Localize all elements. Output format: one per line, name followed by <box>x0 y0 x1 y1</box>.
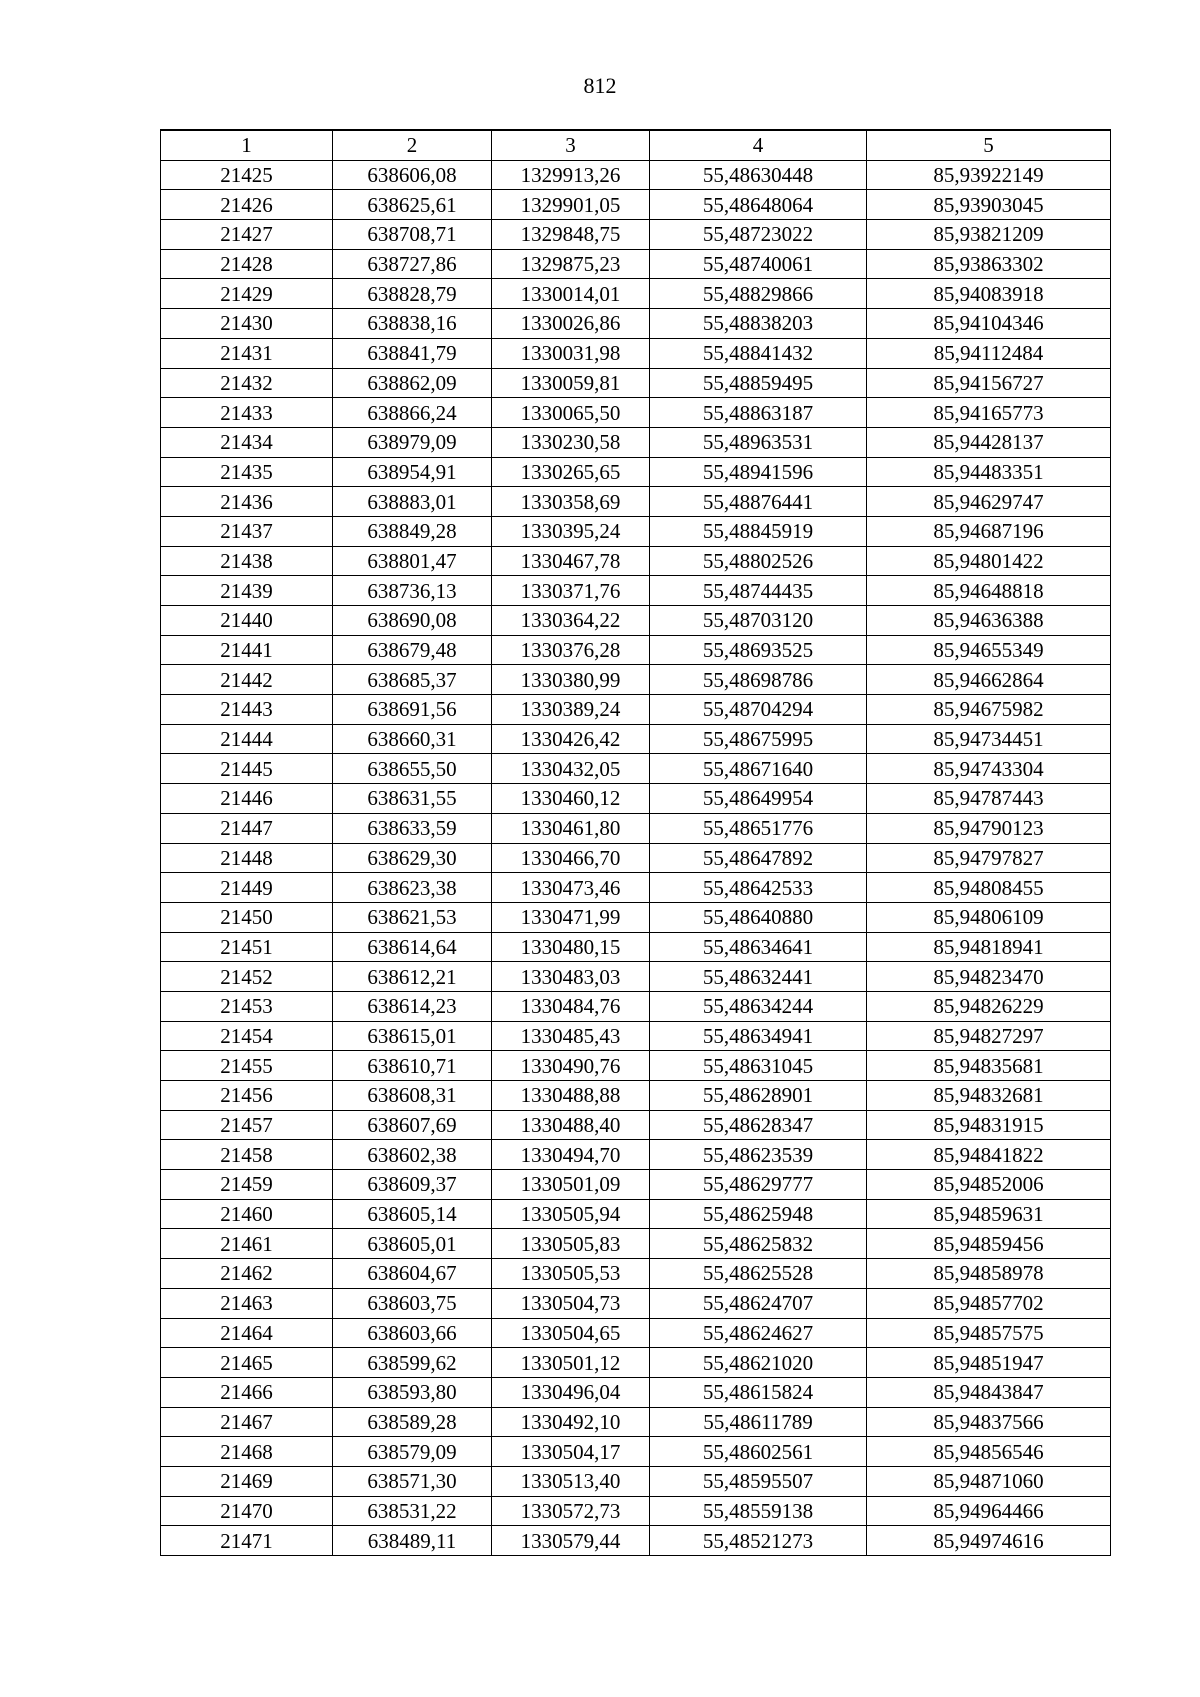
point-number-cell: 21452 <box>161 962 333 992</box>
latitude-cell: 55,48623539 <box>650 1140 867 1170</box>
y-coordinate-cell: 1330265,65 <box>492 457 650 487</box>
x-coordinate-cell: 638593,80 <box>333 1377 492 1407</box>
longitude-cell: 85,94790123 <box>867 813 1111 843</box>
table-row <box>161 546 1111 576</box>
point-number-cell: 21468 <box>161 1437 333 1467</box>
x-coordinate-cell: 638954,91 <box>333 457 492 487</box>
table-row <box>161 1377 1111 1407</box>
latitude-cell: 55,48863187 <box>650 398 867 428</box>
point-number-cell: 21447 <box>161 813 333 843</box>
point-number-cell: 21438 <box>161 546 333 576</box>
x-coordinate-cell: 638612,21 <box>333 962 492 992</box>
point-number-cell: 21430 <box>161 309 333 339</box>
x-coordinate-cell: 638603,75 <box>333 1288 492 1318</box>
y-coordinate-cell: 1330480,15 <box>492 932 650 962</box>
latitude-cell: 55,48647892 <box>650 843 867 873</box>
longitude-cell: 85,94636388 <box>867 606 1111 636</box>
y-coordinate-cell: 1330376,28 <box>492 635 650 665</box>
table-row <box>161 487 1111 517</box>
longitude-cell: 85,94734451 <box>867 724 1111 754</box>
x-coordinate-cell: 638708,71 <box>333 220 492 250</box>
latitude-cell: 55,48629777 <box>650 1170 867 1200</box>
point-number-cell: 21425 <box>161 160 333 190</box>
point-number-cell: 21435 <box>161 457 333 487</box>
latitude-cell: 55,48703120 <box>650 606 867 636</box>
x-coordinate-cell: 638605,14 <box>333 1199 492 1229</box>
longitude-cell: 85,94104346 <box>867 309 1111 339</box>
y-coordinate-cell: 1330490,76 <box>492 1051 650 1081</box>
longitude-cell: 85,94787443 <box>867 784 1111 814</box>
longitude-cell: 85,93863302 <box>867 249 1111 279</box>
longitude-cell: 85,94964466 <box>867 1496 1111 1526</box>
x-coordinate-cell: 638979,09 <box>333 427 492 457</box>
longitude-cell: 85,94083918 <box>867 279 1111 309</box>
x-coordinate-cell: 638607,69 <box>333 1110 492 1140</box>
point-number-cell: 21439 <box>161 576 333 606</box>
point-number-cell: 21460 <box>161 1199 333 1229</box>
latitude-cell: 55,48632441 <box>650 962 867 992</box>
x-coordinate-cell: 638614,64 <box>333 932 492 962</box>
longitude-cell: 85,94662864 <box>867 665 1111 695</box>
table-row <box>161 338 1111 368</box>
table-row <box>161 1466 1111 1496</box>
latitude-cell: 55,48648064 <box>650 190 867 220</box>
longitude-cell: 85,94826229 <box>867 991 1111 1021</box>
x-coordinate-cell: 638691,56 <box>333 695 492 725</box>
x-coordinate-cell: 638614,23 <box>333 991 492 1021</box>
latitude-cell: 55,48595507 <box>650 1466 867 1496</box>
x-coordinate-cell: 638862,09 <box>333 368 492 398</box>
x-coordinate-cell: 638631,55 <box>333 784 492 814</box>
table-row <box>161 249 1111 279</box>
longitude-cell: 85,94687196 <box>867 516 1111 546</box>
latitude-cell: 55,48521273 <box>650 1526 867 1556</box>
point-number-cell: 21451 <box>161 932 333 962</box>
x-coordinate-cell: 638589,28 <box>333 1407 492 1437</box>
y-coordinate-cell: 1330505,53 <box>492 1259 650 1289</box>
latitude-cell: 55,48621020 <box>650 1348 867 1378</box>
point-number-cell: 21462 <box>161 1259 333 1289</box>
point-number-cell: 21429 <box>161 279 333 309</box>
point-number-cell: 21444 <box>161 724 333 754</box>
longitude-cell: 85,94648818 <box>867 576 1111 606</box>
latitude-cell: 55,48624707 <box>650 1288 867 1318</box>
latitude-cell: 55,48615824 <box>650 1377 867 1407</box>
longitude-cell: 85,94165773 <box>867 398 1111 428</box>
x-coordinate-cell: 638599,62 <box>333 1348 492 1378</box>
x-coordinate-cell: 638679,48 <box>333 635 492 665</box>
x-coordinate-cell: 638828,79 <box>333 279 492 309</box>
y-coordinate-cell: 1329848,75 <box>492 220 650 250</box>
longitude-cell: 85,94428137 <box>867 427 1111 457</box>
table-row <box>161 813 1111 843</box>
point-number-cell: 21467 <box>161 1407 333 1437</box>
point-number-cell: 21437 <box>161 516 333 546</box>
latitude-cell: 55,48634244 <box>650 991 867 1021</box>
table-row <box>161 932 1111 962</box>
x-coordinate-cell: 638579,09 <box>333 1437 492 1467</box>
table-header <box>161 130 1111 160</box>
x-coordinate-cell: 638605,01 <box>333 1229 492 1259</box>
longitude-cell: 85,94823470 <box>867 962 1111 992</box>
x-coordinate-cell: 638801,47 <box>333 546 492 576</box>
x-coordinate-cell: 638838,16 <box>333 309 492 339</box>
x-coordinate-cell: 638727,86 <box>333 249 492 279</box>
point-number-cell: 21448 <box>161 843 333 873</box>
latitude-cell: 55,48625948 <box>650 1199 867 1229</box>
point-number-cell: 21450 <box>161 902 333 932</box>
y-coordinate-cell: 1329875,23 <box>492 249 650 279</box>
latitude-cell: 55,48628901 <box>650 1081 867 1111</box>
point-number-cell: 21465 <box>161 1348 333 1378</box>
longitude-cell: 85,94841822 <box>867 1140 1111 1170</box>
latitude-cell: 55,48630448 <box>650 160 867 190</box>
table-row <box>161 190 1111 220</box>
latitude-cell: 55,48671640 <box>650 754 867 784</box>
latitude-cell: 55,48634641 <box>650 932 867 962</box>
x-coordinate-cell: 638660,31 <box>333 724 492 754</box>
x-coordinate-cell: 638615,01 <box>333 1021 492 1051</box>
y-coordinate-cell: 1330461,80 <box>492 813 650 843</box>
y-coordinate-cell: 1330358,69 <box>492 487 650 517</box>
y-coordinate-cell: 1330466,70 <box>492 843 650 873</box>
table-row <box>161 1318 1111 1348</box>
x-coordinate-cell: 638602,38 <box>333 1140 492 1170</box>
point-number-cell: 21426 <box>161 190 333 220</box>
longitude-cell: 85,93903045 <box>867 190 1111 220</box>
x-coordinate-cell: 638690,08 <box>333 606 492 636</box>
longitude-cell: 85,94743304 <box>867 754 1111 784</box>
point-number-cell: 21443 <box>161 695 333 725</box>
table-row <box>161 368 1111 398</box>
longitude-cell: 85,94852006 <box>867 1170 1111 1200</box>
table-row <box>161 962 1111 992</box>
y-coordinate-cell: 1330485,43 <box>492 1021 650 1051</box>
latitude-cell: 55,48625528 <box>650 1259 867 1289</box>
latitude-cell: 55,48642533 <box>650 873 867 903</box>
y-coordinate-cell: 1329901,05 <box>492 190 650 220</box>
y-coordinate-cell: 1330026,86 <box>492 309 650 339</box>
y-coordinate-cell: 1330483,03 <box>492 962 650 992</box>
latitude-cell: 55,48829866 <box>650 279 867 309</box>
table-row <box>161 160 1111 190</box>
y-coordinate-cell: 1330504,73 <box>492 1288 650 1318</box>
table-row <box>161 309 1111 339</box>
column-header-2: 2 <box>333 130 492 160</box>
point-number-cell: 21455 <box>161 1051 333 1081</box>
x-coordinate-cell: 638736,13 <box>333 576 492 606</box>
x-coordinate-cell: 638610,71 <box>333 1051 492 1081</box>
point-number-cell: 21456 <box>161 1081 333 1111</box>
y-coordinate-cell: 1330501,09 <box>492 1170 650 1200</box>
point-number-cell: 21434 <box>161 427 333 457</box>
latitude-cell: 55,48693525 <box>650 635 867 665</box>
x-coordinate-cell: 638883,01 <box>333 487 492 517</box>
y-coordinate-cell: 1330031,98 <box>492 338 650 368</box>
table-row <box>161 1170 1111 1200</box>
x-coordinate-cell: 638629,30 <box>333 843 492 873</box>
latitude-cell: 55,48628347 <box>650 1110 867 1140</box>
table-row <box>161 754 1111 784</box>
latitude-cell: 55,48723022 <box>650 220 867 250</box>
table-row <box>161 1081 1111 1111</box>
point-number-cell: 21433 <box>161 398 333 428</box>
table-row <box>161 516 1111 546</box>
latitude-cell: 55,48631045 <box>650 1051 867 1081</box>
page-number: 812 <box>583 73 617 98</box>
longitude-cell: 85,94856546 <box>867 1437 1111 1467</box>
y-coordinate-cell: 1330471,99 <box>492 902 650 932</box>
latitude-cell: 55,48649954 <box>650 784 867 814</box>
longitude-cell: 85,94806109 <box>867 902 1111 932</box>
y-coordinate-cell: 1330505,94 <box>492 1199 650 1229</box>
x-coordinate-cell: 638841,79 <box>333 338 492 368</box>
longitude-cell: 85,94835681 <box>867 1051 1111 1081</box>
table-row <box>161 1348 1111 1378</box>
y-coordinate-cell: 1330426,42 <box>492 724 650 754</box>
table-row <box>161 843 1111 873</box>
y-coordinate-cell: 1330488,88 <box>492 1081 650 1111</box>
table-row <box>161 1051 1111 1081</box>
longitude-cell: 85,94859631 <box>867 1199 1111 1229</box>
y-coordinate-cell: 1330494,70 <box>492 1140 650 1170</box>
y-coordinate-cell: 1330371,76 <box>492 576 650 606</box>
x-coordinate-cell: 638621,53 <box>333 902 492 932</box>
latitude-cell: 55,48602561 <box>650 1437 867 1467</box>
latitude-cell: 55,48698786 <box>650 665 867 695</box>
table-body <box>161 160 1111 1555</box>
x-coordinate-cell: 638608,31 <box>333 1081 492 1111</box>
y-coordinate-cell: 1330513,40 <box>492 1466 650 1496</box>
point-number-cell: 21457 <box>161 1110 333 1140</box>
table-row <box>161 1199 1111 1229</box>
table-row <box>161 1288 1111 1318</box>
table-row <box>161 1259 1111 1289</box>
x-coordinate-cell: 638655,50 <box>333 754 492 784</box>
table-row <box>161 665 1111 695</box>
longitude-cell: 85,94801422 <box>867 546 1111 576</box>
point-number-cell: 21445 <box>161 754 333 784</box>
table-row <box>161 991 1111 1021</box>
table-row <box>161 902 1111 932</box>
longitude-cell: 85,94797827 <box>867 843 1111 873</box>
coordinates-table <box>160 129 1111 1556</box>
y-coordinate-cell: 1330380,99 <box>492 665 650 695</box>
latitude-cell: 55,48704294 <box>650 695 867 725</box>
y-coordinate-cell: 1330501,12 <box>492 1348 650 1378</box>
x-coordinate-cell: 638866,24 <box>333 398 492 428</box>
y-coordinate-cell: 1330389,24 <box>492 695 650 725</box>
table-row <box>161 1110 1111 1140</box>
table-row <box>161 220 1111 250</box>
point-number-cell: 21446 <box>161 784 333 814</box>
x-coordinate-cell: 638604,67 <box>333 1259 492 1289</box>
point-number-cell: 21441 <box>161 635 333 665</box>
x-coordinate-cell: 638609,37 <box>333 1170 492 1200</box>
point-number-cell: 21463 <box>161 1288 333 1318</box>
table-row <box>161 635 1111 665</box>
x-coordinate-cell: 638849,28 <box>333 516 492 546</box>
latitude-cell: 55,48740061 <box>650 249 867 279</box>
latitude-cell: 55,48744435 <box>650 576 867 606</box>
table-row <box>161 873 1111 903</box>
y-coordinate-cell: 1330364,22 <box>492 606 650 636</box>
latitude-cell: 55,48675995 <box>650 724 867 754</box>
table-row <box>161 1140 1111 1170</box>
table-row <box>161 1021 1111 1051</box>
point-number-cell: 21428 <box>161 249 333 279</box>
point-number-cell: 21470 <box>161 1496 333 1526</box>
longitude-cell: 85,94858978 <box>867 1259 1111 1289</box>
table-row <box>161 427 1111 457</box>
y-coordinate-cell: 1330059,81 <box>492 368 650 398</box>
latitude-cell: 55,48625832 <box>650 1229 867 1259</box>
point-number-cell: 21453 <box>161 991 333 1021</box>
y-coordinate-cell: 1330484,76 <box>492 991 650 1021</box>
y-coordinate-cell: 1330460,12 <box>492 784 650 814</box>
longitude-cell: 85,94156727 <box>867 368 1111 398</box>
longitude-cell: 85,93821209 <box>867 220 1111 250</box>
y-coordinate-cell: 1330432,05 <box>492 754 650 784</box>
latitude-cell: 55,48640880 <box>650 902 867 932</box>
point-number-cell: 21449 <box>161 873 333 903</box>
table-row <box>161 1526 1111 1556</box>
x-coordinate-cell: 638625,61 <box>333 190 492 220</box>
x-coordinate-cell: 638571,30 <box>333 1466 492 1496</box>
x-coordinate-cell: 638633,59 <box>333 813 492 843</box>
latitude-cell: 55,48845919 <box>650 516 867 546</box>
latitude-cell: 55,48559138 <box>650 1496 867 1526</box>
longitude-cell: 85,94483351 <box>867 457 1111 487</box>
y-coordinate-cell: 1330488,40 <box>492 1110 650 1140</box>
latitude-cell: 55,48859495 <box>650 368 867 398</box>
latitude-cell: 55,48841432 <box>650 338 867 368</box>
longitude-cell: 85,94655349 <box>867 635 1111 665</box>
table-row <box>161 1437 1111 1467</box>
table-row <box>161 606 1111 636</box>
table-row <box>161 457 1111 487</box>
point-number-cell: 21464 <box>161 1318 333 1348</box>
latitude-cell: 55,48611789 <box>650 1407 867 1437</box>
longitude-cell: 85,94827297 <box>867 1021 1111 1051</box>
x-coordinate-cell: 638489,11 <box>333 1526 492 1556</box>
table-row <box>161 724 1111 754</box>
table-row <box>161 576 1111 606</box>
y-coordinate-cell: 1330473,46 <box>492 873 650 903</box>
point-number-cell: 21461 <box>161 1229 333 1259</box>
longitude-cell: 85,94808455 <box>867 873 1111 903</box>
x-coordinate-cell: 638603,66 <box>333 1318 492 1348</box>
column-header-3: 3 <box>492 130 650 160</box>
point-number-cell: 21471 <box>161 1526 333 1556</box>
point-number-cell: 21442 <box>161 665 333 695</box>
table-row <box>161 398 1111 428</box>
latitude-cell: 55,48963531 <box>650 427 867 457</box>
point-number-cell: 21431 <box>161 338 333 368</box>
y-coordinate-cell: 1330504,65 <box>492 1318 650 1348</box>
y-coordinate-cell: 1330065,50 <box>492 398 650 428</box>
point-number-cell: 21454 <box>161 1021 333 1051</box>
column-header-5: 5 <box>867 130 1111 160</box>
latitude-cell: 55,48651776 <box>650 813 867 843</box>
table-row <box>161 1229 1111 1259</box>
latitude-cell: 55,48802526 <box>650 546 867 576</box>
longitude-cell: 85,94871060 <box>867 1466 1111 1496</box>
x-coordinate-cell: 638606,08 <box>333 160 492 190</box>
y-coordinate-cell: 1330496,04 <box>492 1377 650 1407</box>
y-coordinate-cell: 1330504,17 <box>492 1437 650 1467</box>
y-coordinate-cell: 1330572,73 <box>492 1496 650 1526</box>
point-number-cell: 21458 <box>161 1140 333 1170</box>
longitude-cell: 85,94831915 <box>867 1110 1111 1140</box>
y-coordinate-cell: 1330505,83 <box>492 1229 650 1259</box>
table-row <box>161 784 1111 814</box>
y-coordinate-cell: 1330230,58 <box>492 427 650 457</box>
longitude-cell: 85,93922149 <box>867 160 1111 190</box>
y-coordinate-cell: 1330579,44 <box>492 1526 650 1556</box>
longitude-cell: 85,94843847 <box>867 1377 1111 1407</box>
y-coordinate-cell: 1330492,10 <box>492 1407 650 1437</box>
y-coordinate-cell: 1330467,78 <box>492 546 650 576</box>
point-number-cell: 21459 <box>161 1170 333 1200</box>
longitude-cell: 85,94112484 <box>867 338 1111 368</box>
longitude-cell: 85,94859456 <box>867 1229 1111 1259</box>
longitude-cell: 85,94629747 <box>867 487 1111 517</box>
longitude-cell: 85,94857702 <box>867 1288 1111 1318</box>
longitude-cell: 85,94851947 <box>867 1348 1111 1378</box>
latitude-cell: 55,48634941 <box>650 1021 867 1051</box>
longitude-cell: 85,94818941 <box>867 932 1111 962</box>
x-coordinate-cell: 638531,22 <box>333 1496 492 1526</box>
longitude-cell: 85,94832681 <box>867 1081 1111 1111</box>
table-row <box>161 695 1111 725</box>
column-header-1: 1 <box>161 130 333 160</box>
latitude-cell: 55,48624627 <box>650 1318 867 1348</box>
point-number-cell: 21427 <box>161 220 333 250</box>
point-number-cell: 21436 <box>161 487 333 517</box>
table-row <box>161 1496 1111 1526</box>
point-number-cell: 21432 <box>161 368 333 398</box>
table-row <box>161 1407 1111 1437</box>
point-number-cell: 21466 <box>161 1377 333 1407</box>
x-coordinate-cell: 638685,37 <box>333 665 492 695</box>
y-coordinate-cell: 1329913,26 <box>492 160 650 190</box>
latitude-cell: 55,48941596 <box>650 457 867 487</box>
header-row <box>161 130 1111 160</box>
x-coordinate-cell: 638623,38 <box>333 873 492 903</box>
y-coordinate-cell: 1330014,01 <box>492 279 650 309</box>
longitude-cell: 85,94837566 <box>867 1407 1111 1437</box>
column-header-4: 4 <box>650 130 867 160</box>
longitude-cell: 85,94974616 <box>867 1526 1111 1556</box>
longitude-cell: 85,94675982 <box>867 695 1111 725</box>
point-number-cell: 21440 <box>161 606 333 636</box>
latitude-cell: 55,48876441 <box>650 487 867 517</box>
latitude-cell: 55,48838203 <box>650 309 867 339</box>
longitude-cell: 85,94857575 <box>867 1318 1111 1348</box>
point-number-cell: 21469 <box>161 1466 333 1496</box>
y-coordinate-cell: 1330395,24 <box>492 516 650 546</box>
table-row <box>161 279 1111 309</box>
